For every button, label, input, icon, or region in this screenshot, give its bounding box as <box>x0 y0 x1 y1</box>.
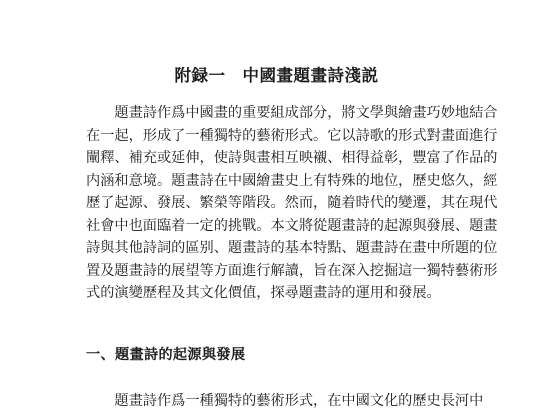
paragraph-line: 歷了起源、發展、繁榮等階段。然而，隨着時代的變遷，其在現代 <box>86 195 498 211</box>
section-paragraph <box>86 390 484 413</box>
paragraph-line: 置及題畫詩的展望等方面進行解讀，旨在深入挖掘這一獨特藝術形 <box>86 262 498 279</box>
paragraph-line: 社會中也面臨着一定的挑戰。本文將從題畫詩的起源與發展、題畫 <box>86 217 498 234</box>
paragraph-line: 内涵和意境。題畫詩在中國繪畫史上有特殊的地位，歷史悠久，經 <box>86 172 498 189</box>
paragraph-line: 詩與其他詩詞的區别、題畫詩的基本特點、題畫詩在畫中所題的位 <box>86 240 498 256</box>
paragraph-line: 在一起，形成了一種獨特的藝術形式。它以詩歌的形式對畫面進行 <box>86 127 498 144</box>
page-title: 附録一 中國畫題畫詩淺説 <box>174 66 379 85</box>
paragraph-line: 闡釋、補充或延伸，使詩與畫相互映襯、相得益彰，豐富了作品的 <box>86 150 498 166</box>
section-heading: 一、題畫詩的起源與發展 <box>86 347 246 363</box>
paragraph-line: 題畫詩作爲中國畫的重要組成部分，將文學與繪畫巧妙地結合 <box>86 105 498 121</box>
intro-paragraph <box>86 102 498 305</box>
paragraph-line: 題畫詩作爲一種獨特的藝術形式，在中國文化的歷史長河中 <box>86 393 484 409</box>
paragraph-line: 式的演變歷程及其文化價值，探尋題畫詩的運用和發展。 <box>86 285 441 301</box>
